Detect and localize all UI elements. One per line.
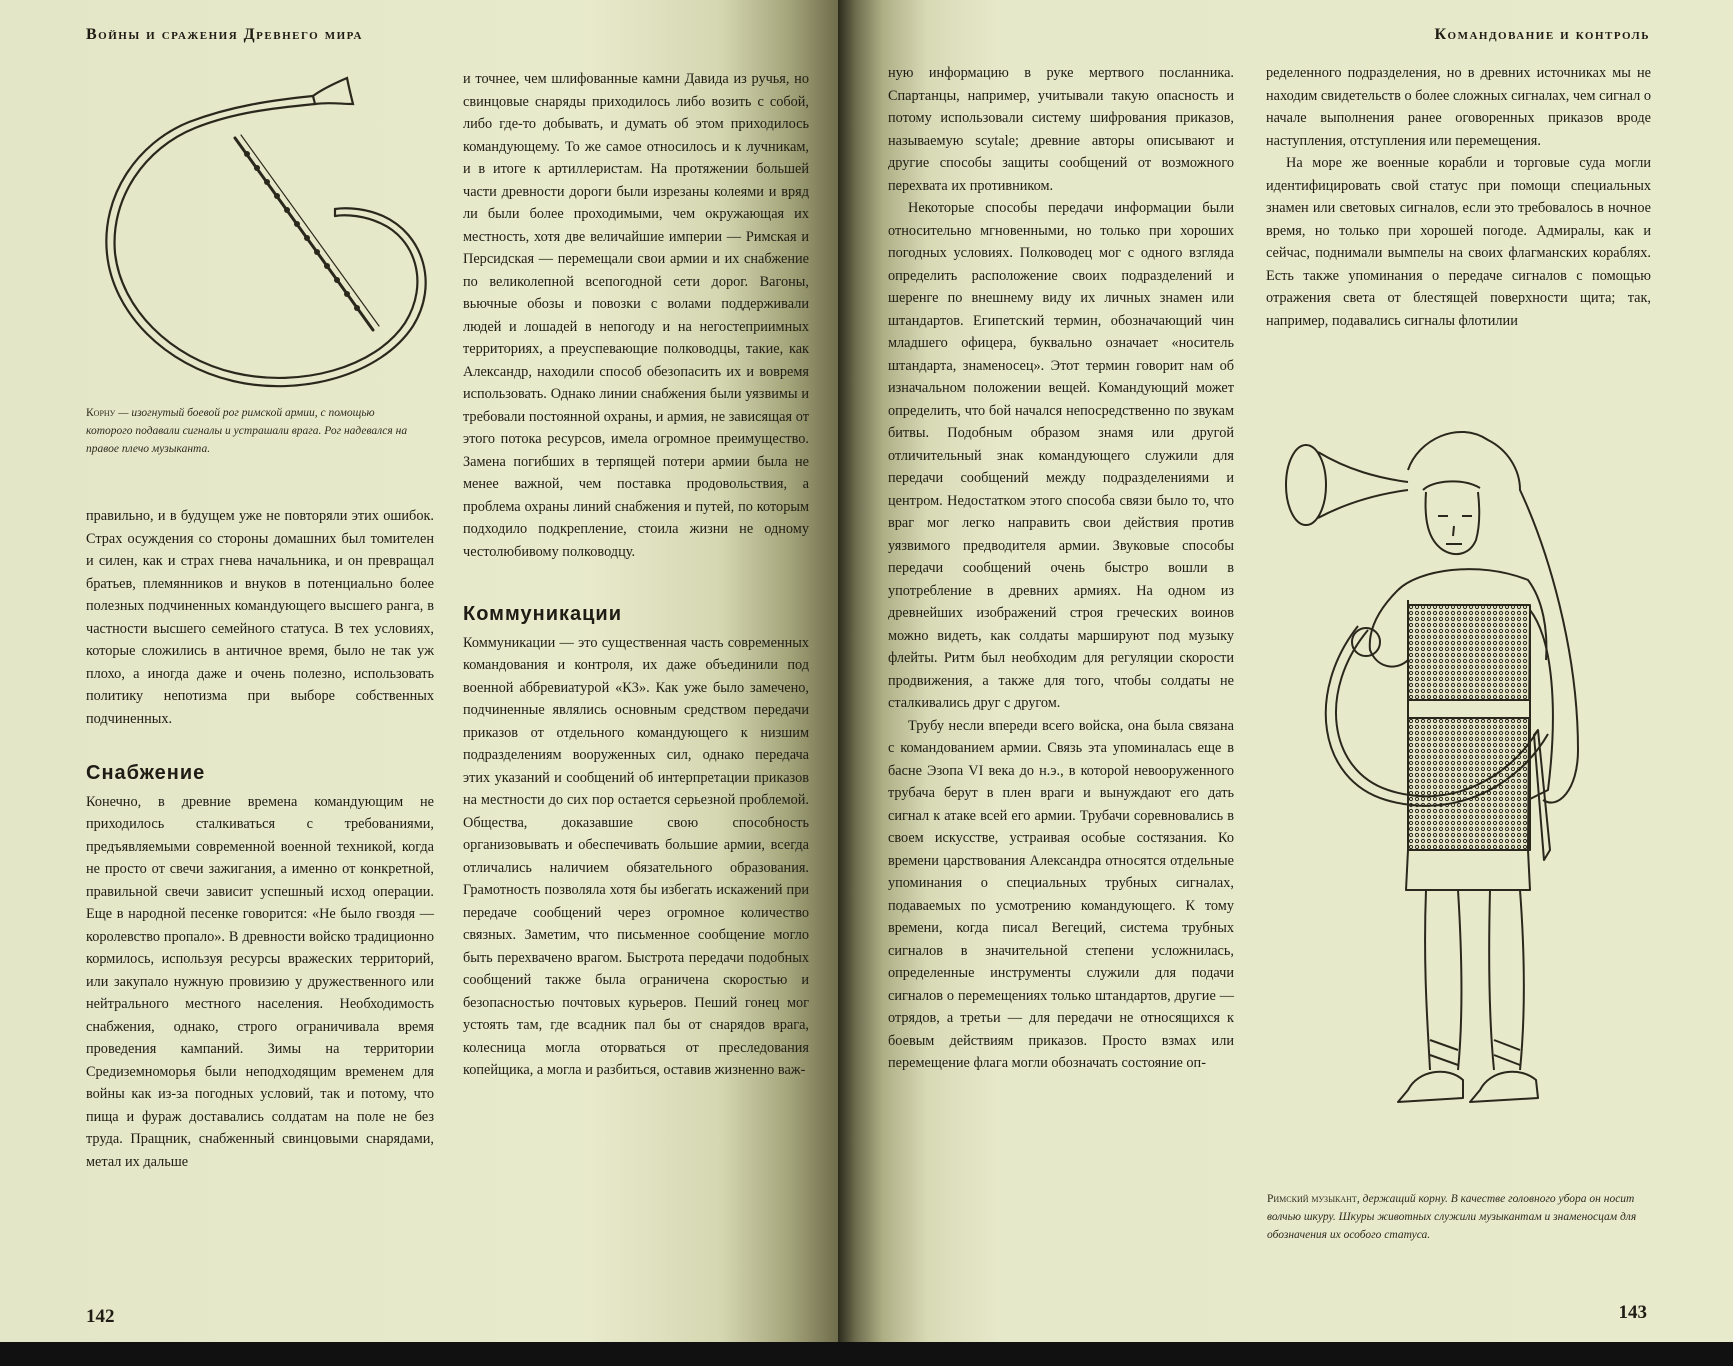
paragraph: Коммуникации — это существенная часть современных командования и контроля, их даже объединили под военной аббревиатурой «К3». Как уже было замечено, подчиненные являлись основным средством передачи приказов от отдельного командующего к низшим подразделениям вооруженных сил, однако передача этих указаний и сообщений об интерпретации приказов на местности до сих пор остается серьезной проблемой. Общества, доказавшие свою способность организовывать и обеспечивать большие армии, всегда отличались наличием обязательного образования. Грамотность позволяла хотя бы избегать искажений при передаче сообщений через огромное количество связных. Заметим, что письменное сообщение могло быть перехвачено врагом. Быстрота передачи подобных сообщений также была ограничена скоростью и безопасностью почтовых курьеров. Пеший гонец мог устоять там, где всадник пал бы от снарядов врага, колесница могла оторваться от преследования копейщика, а могла и разбиться, оставив жизненно важ-	[463, 634, 809, 1078]
paragraph: ную информацию в руке мертвого посланника. Спартанцы, например, учитывали такую опасность и потому использовали систему шифрования приказов, называемую scytale; древние авторы описывают и другие способы защиты сообщений от возможного перехвата их противником.	[888, 65, 1234, 194]
page-number-right: 143	[1618, 1302, 1647, 1323]
section-heading-supply: Снабжение	[86, 762, 206, 784]
paragraph: правильно, и в будущем уже не повторяли этих ошибок. Страх осуждения со стороны домашних был томителен и силен, как и страх гнева начальника, и он превращал братьев, племянников и внуков в потенциально более полезных подчиненных командующего высшего ранга, в частности высшего семейного статуса. В тех условиях, которые сложились в античное время, было не так уж плохо, а иногда даже и очень полезно, использовать политику непотизма при выборе собственных подчиненных.	[86, 508, 434, 727]
section-heading-communications: Коммуникации	[463, 603, 623, 625]
caption-lead: Римский музыкант	[1267, 1193, 1357, 1205]
caption-text: — изогнутый боевой рог римской армии, с помощью которого подавали сигналы и устрашали врага. Рог надевался на правое плечо музыканта.	[86, 407, 408, 455]
cornu-horn-drawing-icon	[85, 68, 425, 398]
figure-caption-left	[86, 404, 416, 458]
left-column-1	[86, 505, 434, 1173]
running-head-left: Войны и сражения Древнего мира	[86, 26, 363, 43]
paragraph: ределенного подразделения, но в древних источниках мы не находим свидетельств о более сложных сигналах, чем сигнал о начале выполнения ранее оговоренных приказов вроде наступления, отступления или перемещения.	[1266, 65, 1651, 149]
paragraph: Трубу несли впереди всего войска, она была связана с командованием армии. Связь эта упоминалась еще в басне Эзопа VI века до н.э., в которой невооруженного трубача берут в плен враги и вынуждают его дать сигнал к атаке всей его армии. Трубачи соревновались в своем искусстве, устраивая особые состязания. Ко времени царствования Александра относятся отдельные упоминания о специальных трубных сигналах, подаваемых по усмотрению командующего. К тому времени, когда писал Вегеций, система трубных сигналов в значительной степени усложнилась, определенные инструменты служили для подачи сигналов о перемещениях только штандартов, другие — отрядов, а третьи — для передачи не относящихся к боевым действиям приказов. Просто взмах или перемещение флага могли обозначать состояние оп-	[888, 717, 1234, 1071]
left-column-2	[463, 68, 809, 1082]
right-page	[838, 0, 1733, 1342]
roman-musician-drawing-icon	[1258, 430, 1578, 1170]
caption-text: , держащий корну. В качестве головного убора он носит волчью шкуру. Шкуры животных служили музыкантам и знаменосцам для обозначения их особого статуса.	[1267, 1193, 1637, 1241]
caption-lead: Корну	[86, 407, 116, 419]
paragraph: и точнее, чем шлифованные камни Давида из ручья, но свинцовые снаряды приходилось либо возить с собой, либо где-то добывать, и думать об этом приходилось командующему. То же самое относилось и к лучникам, и в итоге к артиллеристам. На протяжении большей части древности дороги были изрезаны колеями и вряд ли были более проходимыми, чем окружающая их местность, хотя две величайшие империи — Римская и Персидская — перемещали свои армии и их снабжение по великолепной всепогодной сети дорог. Вагоны, вьючные обозы и повозки с волами поддерживали людей и лошадей в непогоду и на негостеприимных территориях, а преуспевающие полководцы, такие, как Александр, находили способ обезопасить их и вовремя использовать. Однако линии снабжения были уязвимы и требовали постоянной охраны, и армия, не зависящая от этого потока ресурсов, имела огромное преимущество. Замена погибших в терпящей потери армии была не менее важной, чем поставка продовольствия, а проблема охраны линий снабжения и путей, по которым подходило подкрепление, стоила жизни не одному честолюбивому полководцу.	[463, 71, 809, 560]
figure-caption-right	[1267, 1190, 1647, 1244]
paragraph: На море же военные корабли и торговые суда могли идентифицировать свой статус при помощи специальных знамен или световых сигналов, если это требовалось в ночное время, но только при хорошей погоде. Адмиралы, как и сейчас, поднимали вымпелы на своих флагманских кораблях. Есть также упоминания о передаче сигналов с помощью отражения света от блестящей поверхности щита; так, например, подавались сигналы флотилии	[1266, 155, 1651, 329]
paragraph: Некоторые способы передачи информации были относительно мгновенными, но только при хороших погодных условиях. Полководец мог с одного взгляда определить расположение своих подразделений и шеренге по внешнему виду их личных знамен или штандартов. Египетский термин, обозначающий чин младшего офицера, буквально означает «носитель штандарта, знаменосец». Этот термин говорит нам об изначальном положении вещей. Командующий может определить, что бой начался непосредственно по звукам битвы. Подобным образом знамя или другой отличительный знак командующего служили для передачи сообщений между подразделениями и центром. Недостатком этого способа связи было то, что враг мог легко направить свои действия против уязвимого предводителя армии. Звуковые способы передачи сообщений очень быстро вошли в употребление в древних армиях. На одном из древнейших изображений строя греческих воинов можно видеть, как солдаты маршируют под музыку флейты. Ритм был необходим для регуляции скорости продвижения, а также для того, чтобы солдаты не сталкивались друг с другом.	[888, 200, 1234, 711]
paragraph: Конечно, в древние времена командующим не приходилось сталкиваться с требованиями, предъявляемыми современной военной техникой, когда не просто от свечи зажигания, а именно от конкретной, правильной свечи зависит успешный исход операции. Еще в народной песенке говорится: «Не было гвоздя — королевство пропало». В древности войско традиционно кормилось, используя ресурсы вражеских территорий, или закупало нужную провизию у дружественного или нейтрального местного населения. Необходимость снабжения, однако, строго ограничивала время проведения кампаний. Зимы на территории Средиземноморья были неподходящим временем для войны как из-за погодных условий, так и потому, что пища и фураж доставались солдатам на поле не без труда. Пращник, снабженный свинцовыми снарядами, метал их дальше	[86, 793, 434, 1170]
running-head-right: Командование и контроль	[1434, 26, 1650, 43]
left-page	[0, 0, 838, 1342]
right-column-1	[888, 62, 1234, 1075]
right-column-2	[1266, 62, 1651, 332]
page-number-left: 142	[86, 1306, 115, 1327]
